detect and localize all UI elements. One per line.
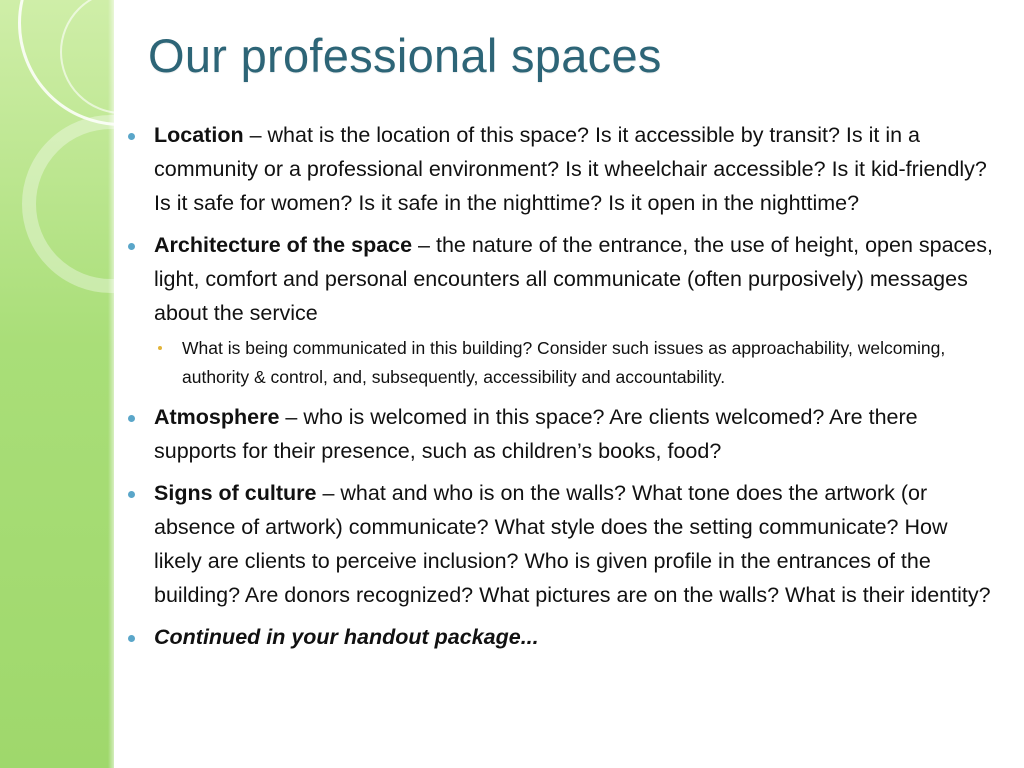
bullet-dot-icon	[128, 635, 135, 642]
bullet-heading: Atmosphere	[154, 405, 280, 429]
bullet-text: – what is the location of this space? Is it accessible by transit? Is it in a community or a professional environment? Is it wheelchair accessible? Is it kid-friendly? Is it safe for women? Is it safe in the nighttime? Is it open in the nighttime?	[154, 123, 987, 215]
decorative-side-band	[0, 0, 114, 768]
bullet-continued	[124, 620, 994, 654]
bullet-dot-icon	[128, 491, 135, 498]
bullet-signs-of-culture	[124, 476, 994, 612]
sub-bullet-text: What is being communicated in this building? Consider such issues as approachability, welcoming, authority & control, and, subsequently, accessibility and accountability.	[182, 338, 946, 387]
slide-title: Our professional spaces	[148, 29, 662, 82]
bullet-text: – the nature of the entrance, the use of height, open spaces, light, comfort and personal encounters all communicate (often purposively) messages about the service	[154, 233, 993, 325]
decorative-ring	[22, 115, 114, 293]
bullet-atmosphere	[124, 400, 994, 468]
bullet-heading: Location	[154, 123, 244, 147]
bullet-text: Continued in your handout package...	[154, 625, 539, 649]
bullet-heading: Signs of culture	[154, 481, 317, 505]
sub-bullet-dot-icon	[158, 346, 162, 350]
slide-content	[124, 118, 994, 662]
bullet-dot-icon	[128, 415, 135, 422]
bullet-text: – who is welcomed in this space? Are clients welcomed? Are there supports for their presence, such as children’s books, food?	[154, 405, 918, 463]
bullet-heading: Architecture of the space	[154, 233, 413, 257]
sub-bullet-architecture	[124, 334, 994, 392]
bullet-location	[124, 118, 994, 220]
bullet-architecture	[124, 228, 994, 330]
side-band-edge	[108, 0, 114, 768]
bullet-text: – what and who is on the walls? What tone does the artwork (or absence of artwork) communicate? What style does the setting communicate? How likely are clients to perceive inclusion? Who is given profile in the entrances of the building? Are donors recognized? What pictures are on the walls? What is their identity?	[154, 481, 991, 607]
bullet-dot-icon	[128, 133, 135, 140]
bullet-dot-icon	[128, 243, 135, 250]
